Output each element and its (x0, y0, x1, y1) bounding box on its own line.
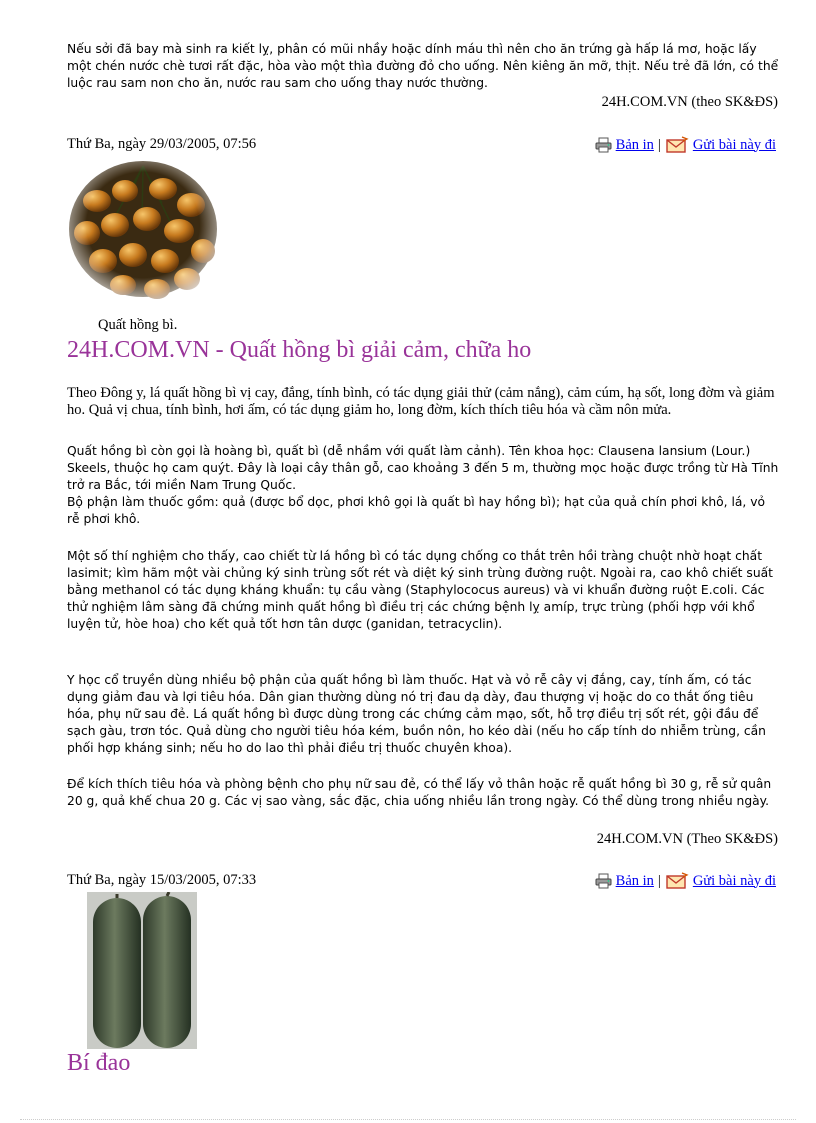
article-source: 24H.COM.VN (Theo SK&ĐS) (596, 831, 778, 847)
tools-separator: | (657, 872, 661, 889)
image-caption: Quất hồng bì. (98, 317, 178, 333)
article-paragraph: Bộ phận làm thuốc gồm: quả (được bổ dọc, phơi khô gọi là quất bì hay hồng bì); hạt của quả chín phơi khô, lá, vỏ rễ phơi khô. (67, 495, 766, 526)
article-title: 24H.COM.VN - Quất hồng bì giải cảm, chữa ho (67, 337, 532, 363)
send-article-link[interactable]: Gửi bài này đi (692, 136, 776, 153)
article-title: Bí đao (67, 1050, 131, 1076)
envelope-icon[interactable] (665, 136, 689, 154)
article-paragraph: Quất hồng bì còn gọi là hoàng bì, quất bì (dễ nhầm với quất làm cảnh). Tên khoa học: Clausena lansium (Lour.) Skeels, thuộc họ cam quýt. Đây là loại cây thân gỗ, cao khoảng 3 đến 5 m, thường mọc hoặc được trồng từ Hà Tĩnh trở ra Bắc, tới miền Nam Trung Quốc. (67, 444, 779, 492)
article-paragraph: Một số thí nghiệm cho thấy, cao chiết từ lá hồng bì có tác dụng chống co thắt trên hồi tràng chuột nhờ hoạt chất lasimit; kìm hãm một vài chủng ký sinh trùng sốt rét và diệt ký sinh trùng đường ruột. Ngoài ra, cao khô chiết suất bằng methanol có tác dụng kháng khuẩn: tụ cầu vàng (Staphylococus aureus) và vi khuẩn đường ruột E.coli. Các thử nghiệm lâm sàng đã chứng minh quất hồng bì điều trị các chứng bệnh lỵ amíp, trực trùng (phối hợp với khổ luyện tử, hòe hoa) cho kết quả tốt hơn tân dược (ganidan, tetracyclin). (67, 549, 773, 631)
print-link[interactable]: Bản in (615, 872, 654, 889)
article-lead: Theo Đông y, lá quất hồng bì vị cay, đắng, tính bình, có tác dụng giải thử (cảm nắng), cảm cúm, hạ sốt, long đờm và giảm ho. Quả vị chua, tính bình, hơi ấm, có tác dụng giảm ho, long đờm, kích thích tiêu hóa và cầm nôn mửa. (67, 385, 775, 418)
previous-article-paragraph: Nếu sởi đã bay mà sinh ra kiết lỵ, phân có mũi nhầy hoặc dính máu thì nên cho ăn trứng gà hấp lá mơ, hoặc lấy một chén nước chè tươi rất đặc, hòa vào một thìa đường đỏ cho uống. Nên kiêng ăn mỡ, thịt. Nếu trẻ đã lớn, có thể luộc rau sam non cho ăn, nước rau sam cho uống thay nước thường. (67, 42, 779, 90)
article-tools (595, 872, 776, 890)
page-divider (20, 1119, 796, 1120)
bi-dao-photo (87, 892, 197, 1049)
article-paragraph: Y học cổ truyền dùng nhiều bộ phận của quất hồng bì làm thuốc. Hạt và vỏ rễ cây vị đắng, cay, tính ấm, có tác dụng giảm đau và lợi tiêu hóa. Dân gian thường dùng nó trị đau dạ dày, đau thượng vị hoặc do co thắt ống tiêu hóa, phụ nữ sau đẻ. Lá quất hồng bì được dùng trong các chứng cảm mạo, sốt, hỗ trợ điều trị sốt rét, gội đầu để sạch gàu, trơn tóc. Quả dùng cho người tiêu hóa kém, buồn nôn, ho kéo dài (nếu ho cấp tính do nhiễm trùng, cần phối hợp kháng sinh; nếu ho do lao thì phải điều trị thuốc chuyên khoa). (67, 673, 766, 755)
article-date: Thứ Ba, ngày 15/03/2005, 07:33 (67, 872, 257, 888)
article-tools (595, 136, 776, 154)
send-article-link[interactable]: Gửi bài này đi (692, 872, 776, 889)
article-date: Thứ Ba, ngày 29/03/2005, 07:56 (67, 136, 257, 152)
previous-article-source: 24H.COM.VN (theo SK&ĐS) (601, 94, 778, 110)
envelope-icon[interactable] (665, 872, 689, 890)
quat-hong-bi-photo (67, 161, 219, 303)
printer-icon[interactable] (595, 137, 612, 153)
printer-icon[interactable] (595, 873, 612, 889)
article-paragraph: Để kích thích tiêu hóa và phòng bệnh cho phụ nữ sau đẻ, có thể lấy vỏ thân hoặc rễ quất hồng bì 30 g, rễ sử quân 20 g, quả khế chua 20 g. Các vị sao vàng, sắc đặc, chia uống nhiều lần trong ngày. Có thể dùng trong nhiều ngày. (67, 777, 772, 808)
print-link[interactable]: Bản in (615, 136, 654, 153)
tools-separator: | (657, 136, 661, 153)
